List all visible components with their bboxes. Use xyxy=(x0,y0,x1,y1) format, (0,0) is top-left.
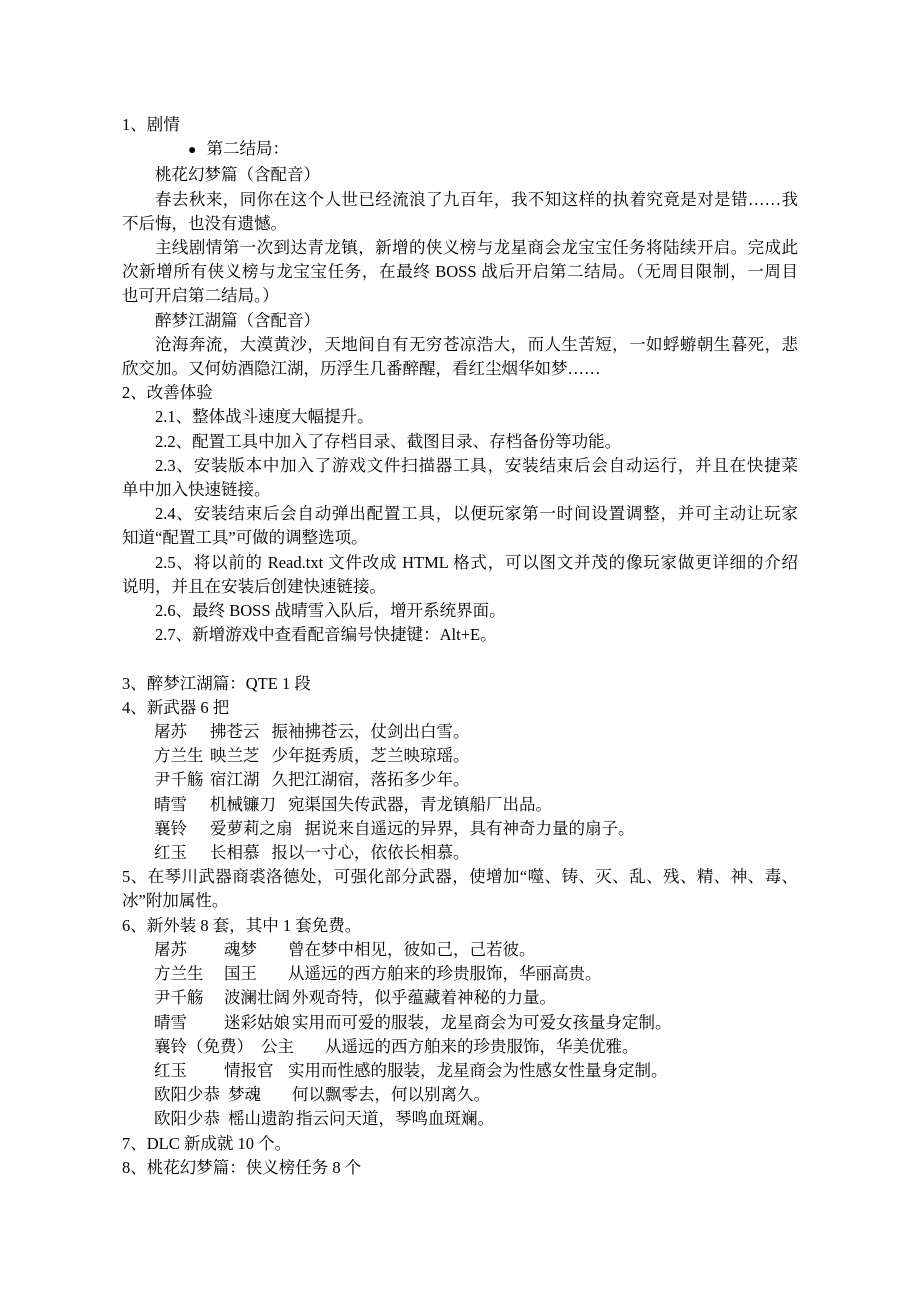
text-line: 知道“配置工具”可做的调整选项。 xyxy=(122,528,368,548)
text-line: 6、新外装 8 套，其中 1 套免费。 xyxy=(122,915,362,935)
character-name: 方兰生 xyxy=(154,964,204,984)
weapon-row xyxy=(122,720,798,744)
outfit-description: 实用而可爱的服装，龙星商会为可爱女孩量身定制。 xyxy=(292,1012,672,1032)
text-line: 4、新武器 6 把 xyxy=(122,697,230,717)
weapon-description: 久把江湖宿，落拓多少年。 xyxy=(271,770,470,790)
weapon-description: 宛渠国失传武器，青龙镇船厂出品。 xyxy=(288,794,552,814)
text-line: 单中加入快速链接。 xyxy=(122,480,271,500)
outfit-description: 外观奇特，似乎蕴藏着神秘的力量。 xyxy=(292,988,556,1008)
text-line: 醉梦江湖篇（含配音） xyxy=(155,310,320,330)
outfit-row xyxy=(122,1107,798,1131)
weapon-name: 映兰芝 xyxy=(210,746,260,766)
weapon-row xyxy=(122,793,798,817)
character-name: 红玉 xyxy=(154,843,187,863)
text-line: 2.4、安装结束后会自动弹出配置工具，以便玩家第一时间设置调整，并可主动让玩家 xyxy=(155,504,798,524)
weapon-name: 爱萝莉之扇 xyxy=(210,818,293,838)
text-line: 2.5、将以前的 Read.txt 文件改成 HTML 格式，可以图文并茂的像玩家做更详细的介绍 xyxy=(155,552,798,572)
character-name: 方兰生 xyxy=(154,746,204,766)
text-line: 次新增所有侠义榜与龙宝宝任务，在最终 BOSS 战后开启第二结局。（无周目限制，一周目 xyxy=(122,262,798,282)
text-line: 3、醉梦江湖篇：QTE 1 段 xyxy=(122,673,311,693)
text-line: 春去秋来，同你在这个人世已经流浪了九百年，我不知这样的执着究竟是对是错……我 xyxy=(155,189,798,209)
text-line: 2.6、最终 BOSS 战晴雪入队后，增开系统界面。 xyxy=(155,601,506,621)
bullet-text: 第二结局： xyxy=(206,139,289,159)
character-name: 欧阳少恭 xyxy=(154,1109,220,1129)
outfit-row xyxy=(122,1083,798,1107)
outfit-name: 波澜壮阔 xyxy=(224,988,290,1008)
outfit-name: 公主 xyxy=(261,1036,294,1056)
text-line: 5、在琴川武器商裘洛德处，可强化部分武器，使增加“噬、铸、灭、乱、残、精、神、毒、 xyxy=(122,867,798,887)
bullet-icon: ● xyxy=(188,143,197,159)
text-line: 1、剧情 xyxy=(122,115,180,134)
outfit-name: 迷彩姑娘 xyxy=(224,1012,290,1032)
weapon-name: 机械镰刀 xyxy=(210,794,276,814)
text-line: 2.1、整体战斗速度大幅提升。 xyxy=(155,407,374,427)
character-name: 红玉 xyxy=(154,1060,187,1080)
text-line: 7、DLC 新成就 10 个。 xyxy=(122,1133,292,1153)
character-name: 尹千觞 xyxy=(154,770,204,790)
outfit-row xyxy=(122,938,798,962)
text-line: 8、桃花幻梦篇：侠义榜任务 8 个 xyxy=(122,1157,362,1177)
weapon-row xyxy=(122,768,798,792)
text-line: 2、改善体验 xyxy=(122,383,213,403)
outfit-name: 情报官 xyxy=(224,1060,274,1080)
character-name: 尹千觞 xyxy=(154,988,204,1008)
character-name: 襄铃（免费） xyxy=(154,1036,253,1056)
outfit-description: 曾在梦中相见，彼如己，己若彼。 xyxy=(288,939,536,959)
outfit-name: 梦魂 xyxy=(228,1085,261,1105)
outfit-name: 国王 xyxy=(224,964,257,984)
text-line: 不后悔，也没有遗憾。 xyxy=(122,213,287,233)
weapon-row xyxy=(122,817,798,841)
weapon-row xyxy=(122,841,798,865)
weapon-name: 长相慕 xyxy=(210,843,260,863)
text-line: 也可开启第二结局。） xyxy=(122,286,279,306)
character-name: 晴雪 xyxy=(154,1012,187,1032)
outfit-description: 从遥远的西方舶来的珍贵服饰，华美优雅。 xyxy=(325,1036,639,1056)
weapon-description: 据说来自遥远的异界，具有神奇力量的扇子。 xyxy=(304,818,635,838)
outfit-name: 榣山遗韵 xyxy=(228,1109,294,1129)
weapon-description: 振袖拂苍云，仗剑出白雪。 xyxy=(271,722,470,742)
text-line: 2.2、配置工具中加入了存档目录、截图目录、存档备份等功能。 xyxy=(155,431,622,451)
character-name: 屠苏 xyxy=(154,939,187,959)
outfit-description: 何以飘零去，何以别离久。 xyxy=(292,1085,490,1105)
character-name: 晴雪 xyxy=(154,794,187,814)
weapon-row xyxy=(122,744,798,768)
text-line: 桃花幻梦篇（含配音） xyxy=(155,165,320,185)
outfit-description: 指云问天道，琴鸣血斑斓。 xyxy=(296,1109,494,1129)
character-name: 欧阳少恭 xyxy=(154,1085,220,1105)
outfit-description: 实用而性感的服装，龙星商会为性感女性量身定制。 xyxy=(288,1060,668,1080)
outfit-row xyxy=(122,1011,798,1035)
character-name: 襄铃 xyxy=(154,818,187,838)
weapon-description: 报以一寸心，依依长相慕。 xyxy=(271,843,470,863)
bullet-line xyxy=(122,137,798,163)
outfit-row xyxy=(122,1059,798,1083)
character-name: 屠苏 xyxy=(154,722,187,742)
weapon-name: 拂苍云 xyxy=(210,722,260,742)
weapon-description: 少年挺秀质，芝兰映琼瑶。 xyxy=(271,746,470,766)
text-line: 冰”附加属性。 xyxy=(122,891,229,911)
outfit-row xyxy=(122,1035,798,1059)
text-line: 说明，并且在安装后创建快速链接。 xyxy=(122,576,386,596)
outfit-row xyxy=(122,986,798,1010)
outfit-row xyxy=(122,962,798,986)
text-line: 沧海奔流，大漠黄沙，天地间自有无穷苍凉浩大，而人生苦短，一如蜉蝣朝生暮死，悲 xyxy=(155,334,798,354)
weapon-name: 宿江湖 xyxy=(210,770,260,790)
text-line: 主线剧情第一次到达青龙镇，新增的侠义榜与龙星商会龙宝宝任务将陆续开启。完成此 xyxy=(155,238,798,258)
text-line: 2.7、新增游戏中查看配音编号快捷键：Alt+E。 xyxy=(155,625,497,645)
outfit-description: 从遥远的西方舶来的珍贵服饰，华丽高贵。 xyxy=(288,964,602,984)
blank-line xyxy=(122,647,798,671)
text-line: 欣交加。又何妨酒隐江湖，历浮生几番醉醒，看红尘烟华如梦…… xyxy=(122,359,601,379)
outfit-name: 魂梦 xyxy=(224,939,257,959)
text-line: 2.3、安装版本中加入了游戏文件扫描器工具，安装结束后会自动运行，并且在快捷菜 xyxy=(155,455,798,475)
